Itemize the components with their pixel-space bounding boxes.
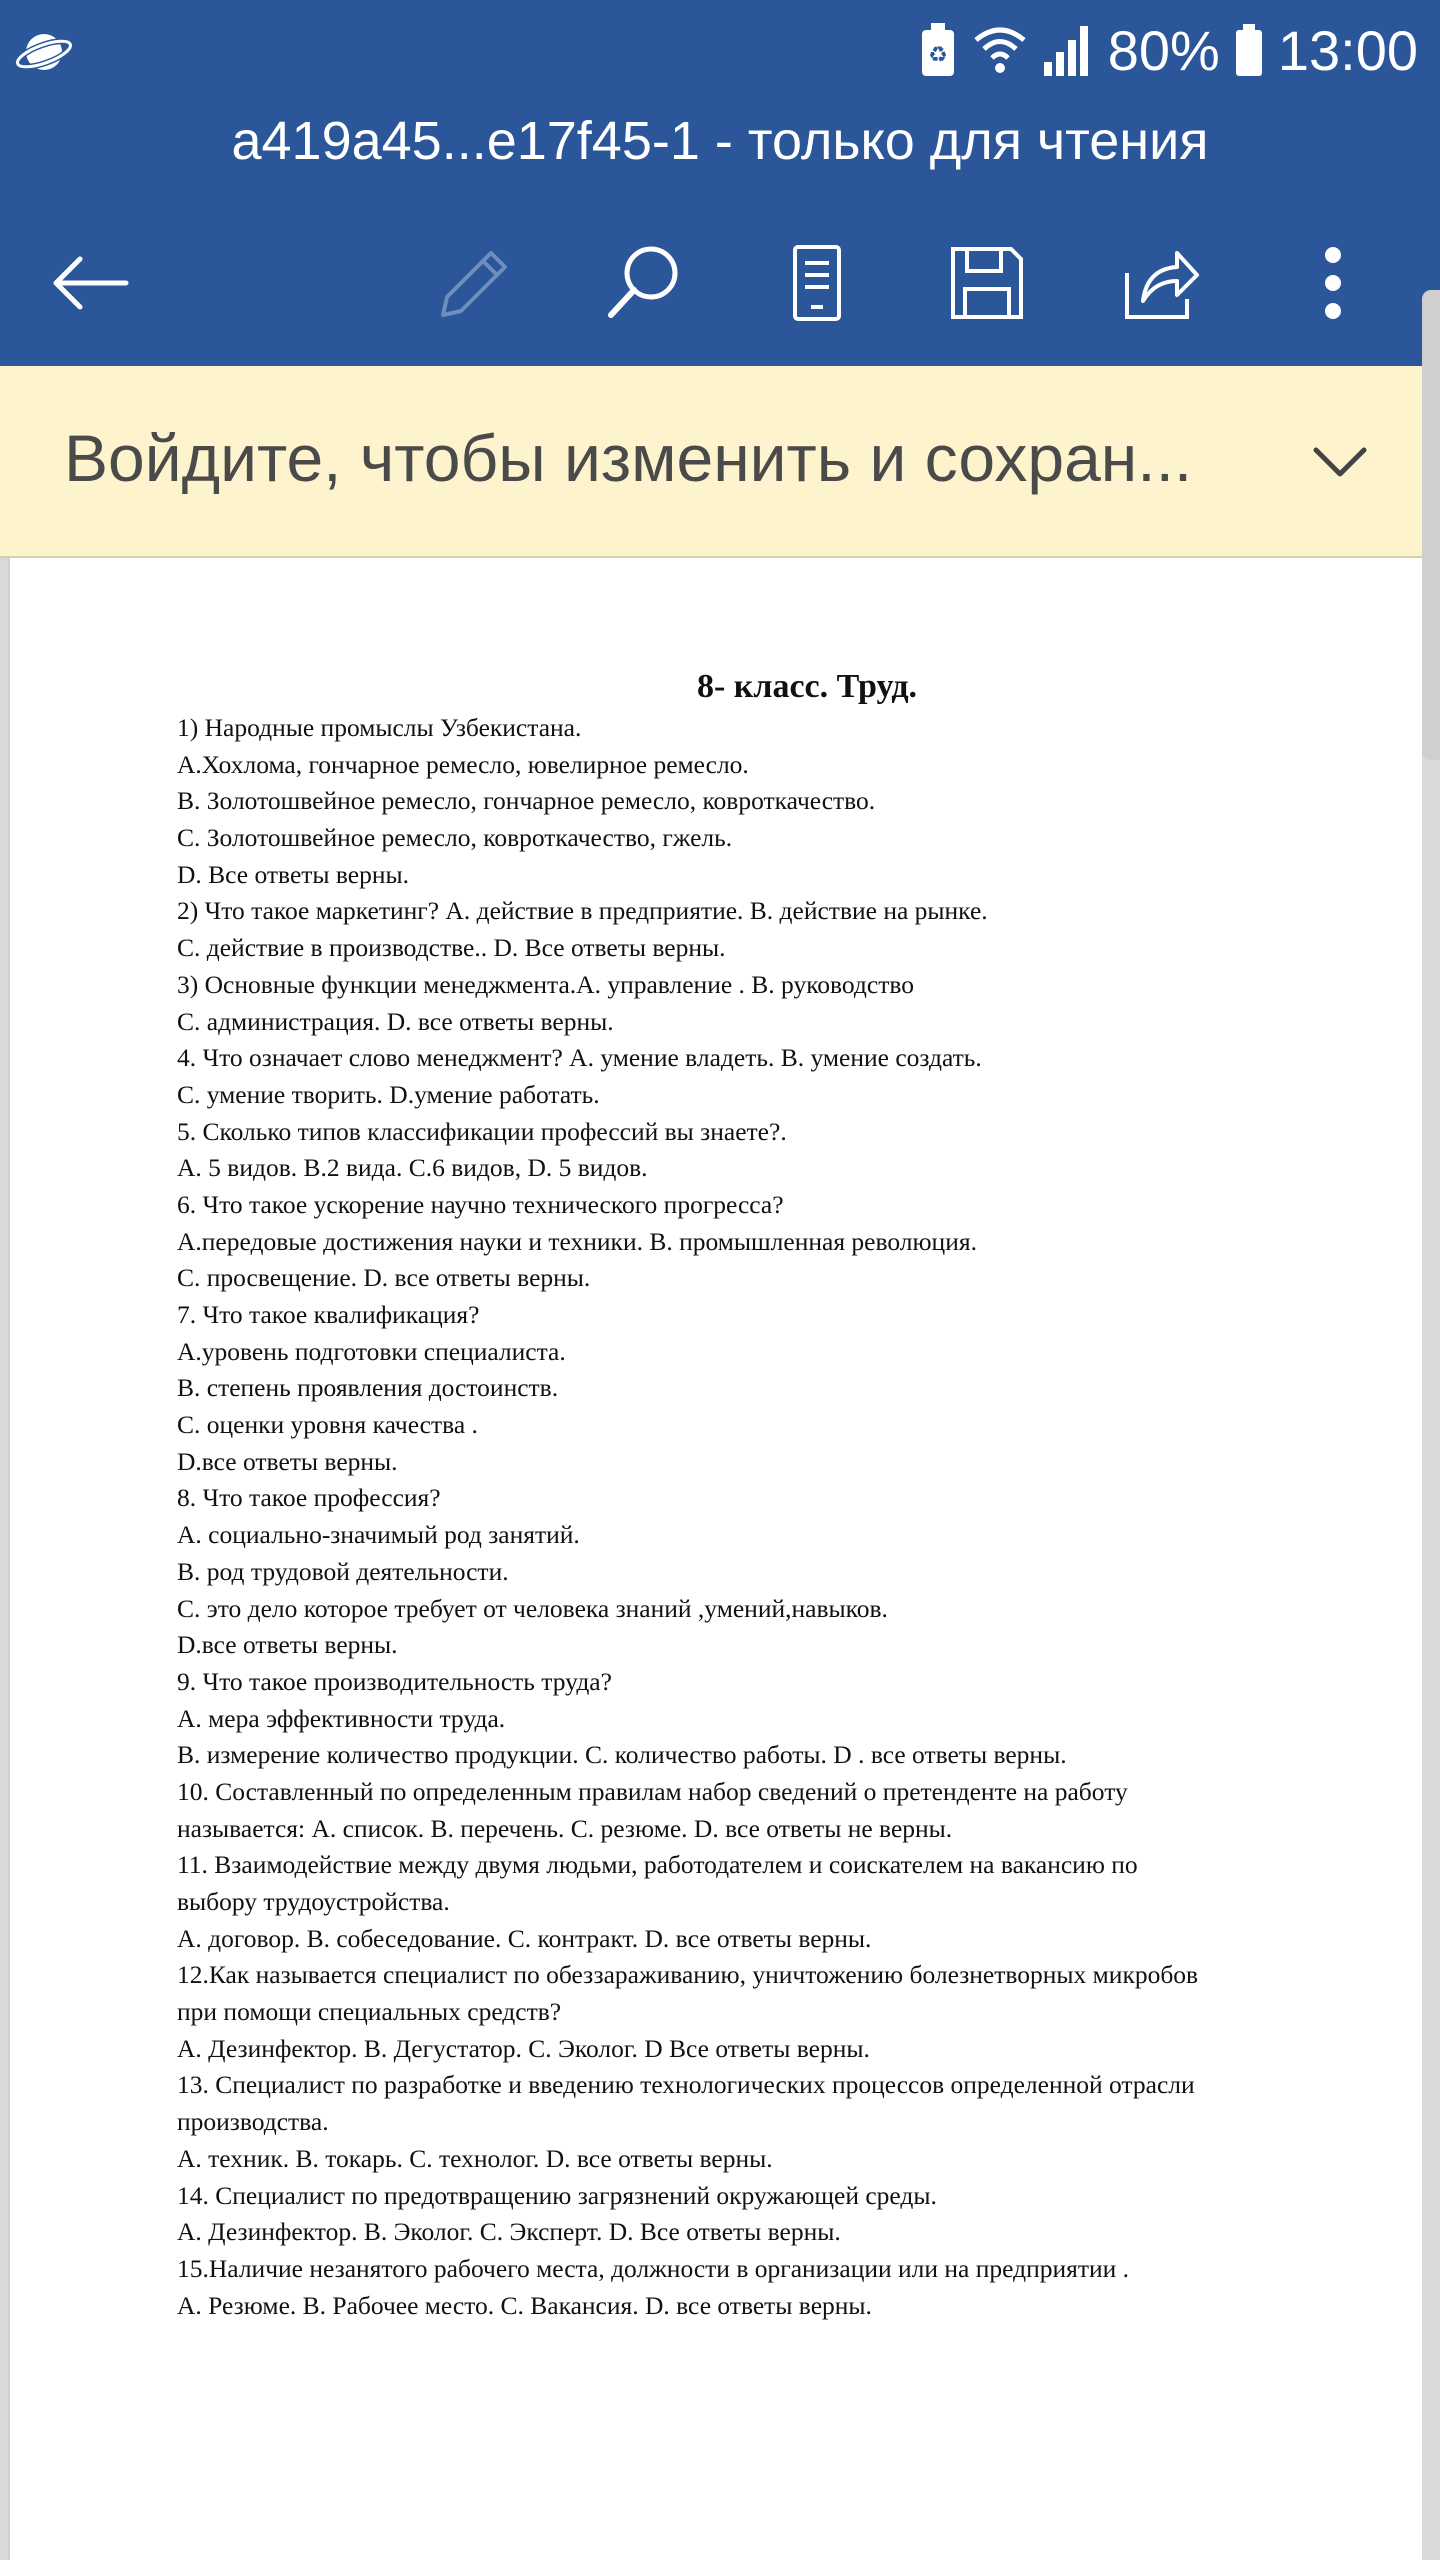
more-vert-icon[interactable] <box>1288 238 1378 328</box>
document-heading: 8- класс. Труд. <box>696 668 918 705</box>
search-icon[interactable] <box>598 238 688 328</box>
battery-saver-icon <box>918 20 958 80</box>
signal-icon <box>1042 22 1094 78</box>
document-line: A. социально-значимый род занятий. <box>177 1520 580 1550</box>
planet-icon <box>14 22 74 82</box>
document-line: 4. Что означает слово менеджмент? A. умение владеть. B. умение создать. <box>177 1043 982 1073</box>
document-line: A. Дезинфектор. B. Эколог. C. Эксперт. D. Все ответы верны. <box>177 2217 841 2247</box>
battery-icon <box>1234 22 1264 78</box>
document-line: 7. Что такое квалификация? <box>177 1300 480 1329</box>
document-body <box>177 668 1357 2324</box>
pencil-icon[interactable] <box>428 238 518 328</box>
document-line: 1) Народные промыслы Узбекистана. <box>177 713 582 742</box>
document-line: C. администрация. D. все ответы верны. <box>177 1006 614 1036</box>
mobile-view-icon[interactable] <box>772 238 862 328</box>
document-line: B. степень проявления достоинств. <box>177 1373 559 1403</box>
document-line: 2) Что такое маркетинг? A. действие в предприятие. B. действие на рынке. <box>177 896 988 926</box>
document-line: B. Золотошвейное ремесло, гончарное ремесло, ковроткачество. <box>177 786 876 816</box>
document-line: D. Все ответы верны. <box>177 859 410 889</box>
document-line: называется: A. список. B. перечень. C. резюме. D. все ответы не верны. <box>177 1813 953 1843</box>
document-line: D.все ответы верны. <box>177 1446 398 1476</box>
document-line: 5. Сколько типов классификации профессий вы знаете?. <box>177 1116 787 1146</box>
document-line: A. Дезинфектор. B. Дегустатор. C. Эколог. D Все ответы верны. <box>177 2033 870 2063</box>
scrollbar[interactable] <box>1422 290 1440 760</box>
wifi-icon <box>972 22 1028 78</box>
document-line: A.передовые достижения науки и техники. B. промышленная революция. <box>177 1226 977 1256</box>
document-line: D.все ответы верны. <box>177 1630 398 1660</box>
document-line: при помощи специальных средств? <box>177 1997 562 2027</box>
document-line: A. техник. B. токарь. C. технолог. D. все ответы верны. <box>177 2143 773 2173</box>
document-title: a419a45...e17f45-1 - только для чтения <box>231 111 1209 171</box>
document-page <box>8 558 1422 2560</box>
document-line: 6. Что такое ускорение научно технического прогресса? <box>177 1189 784 1219</box>
share-icon[interactable] <box>1116 238 1206 328</box>
document-line: C. умение творить. D.умение работать. <box>177 1079 600 1109</box>
document-line: 15.Наличие незанятого рабочего места, должности в организации или на предприятии . <box>177 2253 1130 2283</box>
app-header <box>0 0 1440 366</box>
document-line: C. просвещение. D. все ответы верны. <box>177 1263 591 1293</box>
document-line: 9. Что такое производительность труда? <box>177 1666 612 1696</box>
sign-in-banner-text: Войдите, чтобы изменить и сохран... <box>64 421 1193 495</box>
document-line: C. это дело которое требует от человека знаний ,умений,навыков. <box>177 1593 888 1623</box>
toolbar <box>0 220 1440 340</box>
status-indicators <box>918 14 1418 86</box>
document-line: A. мера эффективности труда. <box>177 1703 506 1733</box>
document-line: производства. <box>177 2107 329 2137</box>
sign-in-banner[interactable] <box>0 366 1440 558</box>
document-line: A.Хохлома, гончарное ремесло, ювелирное ремесло. <box>177 749 749 779</box>
document-line: C. действие в производстве.. D. Все ответы верны. <box>177 933 726 963</box>
save-icon[interactable] <box>942 238 1032 328</box>
document-line: A. договор. B. собеседование. C. контракт. D. все ответы верны. <box>177 1923 872 1953</box>
document-line: B. измерение количество продукции. C. количество работы. D . все ответы верны. <box>177 1740 1067 1770</box>
document-line: 13. Специалист по разработке и введению технологических процессов определенной отрасли <box>177 2070 1195 2100</box>
document-line: A. 5 видов. B.2 вида. C.6 видов, D. 5 видов. <box>177 1153 648 1183</box>
status-bar <box>0 0 1440 100</box>
document-line: 11. Взаимодействие между двумя людьми, работодателем и соискателем на вакансию по <box>177 1850 1138 1880</box>
svg-text:♻: ♻ <box>927 43 948 68</box>
clock: 13:00 <box>1277 18 1418 82</box>
document-line: A. Резюме. B. Рабочее место. C. Вакансия. D. все ответы верны. <box>177 2290 872 2320</box>
document-lines <box>177 710 1357 2324</box>
document-line: 14. Специалист по предотвращению загрязнений окружающей среды. <box>177 2180 937 2210</box>
document-line: 12.Как называется специалист по обеззараживанию, уничтожению болезнетворных микробов <box>177 1960 1199 1990</box>
document-line: 3) Основные функции менеджмента.A. управление . B. руководство <box>177 969 914 999</box>
chevron-down-icon[interactable] <box>1300 422 1380 502</box>
document-line: выбору трудоустройства. <box>177 1887 450 1916</box>
document-line: 8. Что такое профессия? <box>177 1483 441 1513</box>
document-line: A.уровень подготовки специалиста. <box>177 1336 566 1366</box>
document-line: B. род трудовой деятельности. <box>177 1556 509 1586</box>
document-line: C. оценки уровня качества . <box>177 1410 478 1440</box>
document-line: C. Золотошвейное ремесло, ковроткачество, гжель. <box>177 823 733 853</box>
document-line: 10. Составленный по определенным правилам набор сведений о претенденте на работу <box>177 1776 1128 1806</box>
battery-percent: 80% <box>1107 18 1220 82</box>
back-arrow-icon[interactable] <box>45 238 135 328</box>
